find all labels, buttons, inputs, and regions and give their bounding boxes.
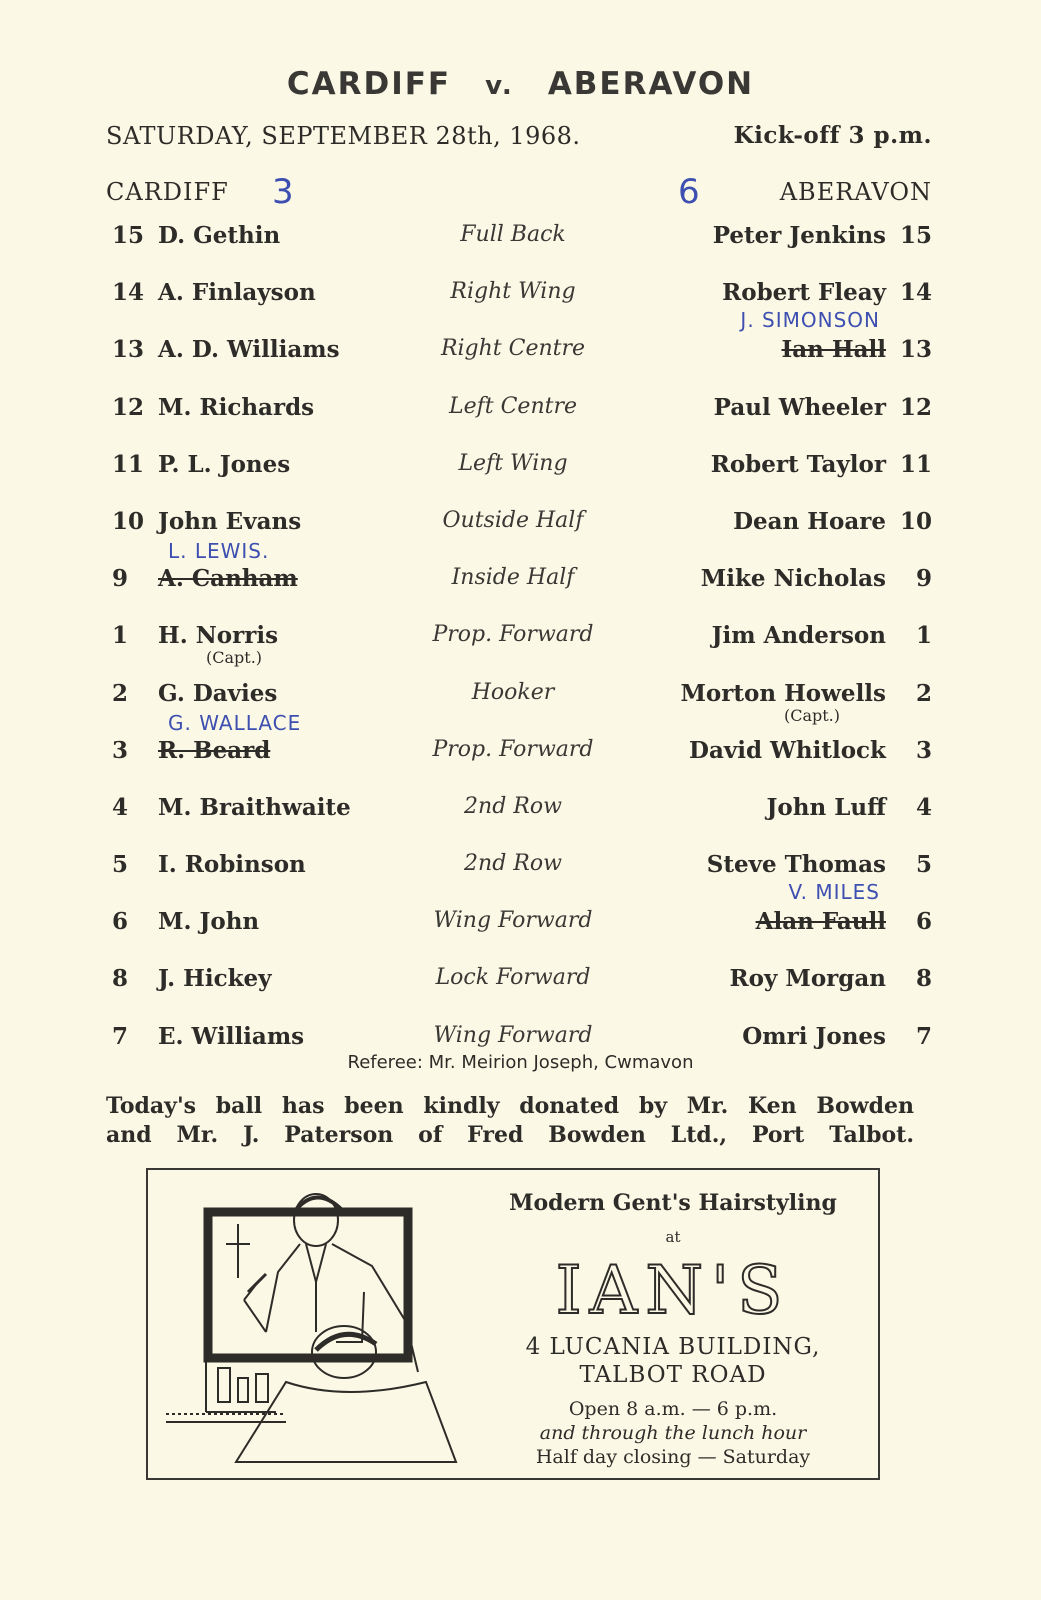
away-player-number: 4: [915, 793, 932, 821]
lineup-row: [106, 222, 932, 279]
home-player-name: A. Finlayson: [158, 279, 316, 307]
home-player-name: A. Canham: [158, 565, 298, 593]
advert-heading: Modern Gent's Hairstyling: [509, 1190, 837, 1216]
home-player-number: 13: [112, 336, 145, 364]
away-substitute-handwritten: J. SIMONSON: [740, 308, 880, 333]
home-player-number: 15: [112, 222, 145, 249]
away-captain-note: (Capt.): [783, 705, 840, 725]
advert-hours: Open 8 a.m. — 6 p.m.: [568, 1398, 778, 1420]
away-player-name: David Whitlock: [689, 736, 886, 764]
away-team-label: ABERAVON: [779, 178, 932, 206]
away-player-name: Ian Hall: [781, 336, 886, 364]
position-label: Outside Half: [442, 507, 584, 533]
home-player-name: R. Beard: [158, 736, 271, 764]
away-player-number: 14: [899, 279, 932, 307]
advert-address-1: 4 LUCANIA BUILDING,: [525, 1334, 821, 1360]
ball-note-line-2: and Mr. J. Paterson of Fred Bowden Ltd., Port Talbot.: [106, 1122, 914, 1148]
scissors: [248, 1274, 266, 1292]
away-player-number: 15: [899, 222, 932, 249]
lineup-row: [106, 308, 932, 393]
home-captain-note: (Capt.): [206, 648, 263, 668]
position-label: 2nd Row: [464, 851, 562, 877]
home-player-number: 1: [112, 622, 129, 650]
away-player-number: 5: [915, 851, 932, 879]
away-player-name: Robert Fleay: [722, 279, 886, 307]
home-player-name: J. Hickey: [158, 965, 272, 993]
dateline: [106, 122, 932, 150]
away-player-number: 8: [915, 965, 932, 993]
home-player-number: 10: [112, 507, 145, 535]
lineup-row: [106, 622, 932, 679]
away-player-name: Steve Thomas: [706, 851, 886, 879]
position-label: Right Wing: [450, 279, 576, 305]
home-player-name: M. John: [158, 908, 260, 936]
away-player-name: Paul Wheeler: [713, 393, 886, 421]
away-player-name: Omri Jones: [742, 1022, 886, 1050]
away-player-number: 13: [899, 336, 932, 364]
lineup-table: [106, 222, 932, 1080]
ball-note-line-1: Today's ball has been kindly donated by Mr. Ken Bowden: [106, 1093, 914, 1119]
away-player-name: Alan Faull: [755, 908, 886, 936]
kickoff-time: Kick-off 3 p.m.: [733, 122, 932, 149]
home-player-name: M. Braithwaite: [158, 793, 351, 821]
advert-address-2: TALBOT ROAD: [579, 1362, 767, 1388]
position-label: Inside Half: [451, 565, 575, 591]
lineup-row: [106, 965, 932, 1022]
away-team-title: ABERAVON: [547, 66, 755, 102]
home-player-number: 9: [112, 565, 129, 593]
home-player-name: H. Norris: [158, 622, 279, 650]
position-label: Full Back: [460, 222, 566, 247]
home-score-handwritten: 3: [272, 172, 295, 212]
home-team-label: CARDIFF: [106, 178, 229, 206]
position-label: Prop. Forward: [432, 736, 594, 762]
home-player-name: E. Williams: [158, 1022, 305, 1050]
position-label: Left Centre: [448, 393, 577, 419]
home-player-number: 5: [112, 851, 129, 879]
home-player-number: 8: [112, 965, 129, 993]
away-player-name: Mike Nicholas: [700, 565, 886, 593]
home-player-name: P. L. Jones: [158, 450, 291, 478]
teams-header: [106, 172, 932, 218]
away-player-number: 6: [915, 908, 932, 936]
home-player-name: I. Robinson: [158, 851, 306, 879]
away-score-handwritten: 6: [678, 172, 701, 212]
advert-closing: Half day closing — Saturday: [535, 1446, 811, 1468]
away-player-name: Robert Taylor: [710, 450, 886, 478]
position-label: Wing Forward: [433, 1022, 593, 1048]
advert-at: at: [665, 1228, 681, 1246]
away-player-number: 11: [899, 450, 932, 478]
barber-advert: [146, 1168, 880, 1480]
away-player-number: 9: [915, 565, 932, 593]
home-player-number: 6: [112, 908, 129, 936]
home-player-number: 4: [112, 793, 129, 821]
home-player-name: M. Richards: [158, 393, 315, 421]
lineup-row: [106, 794, 932, 851]
home-player-name: D. Gethin: [158, 222, 281, 249]
away-player-name: Peter Jenkins: [712, 222, 886, 249]
home-player-number: 12: [112, 393, 145, 421]
position-label: Wing Forward: [433, 908, 593, 934]
position-label: Lock Forward: [435, 965, 591, 991]
position-label: Right Centre: [440, 336, 586, 362]
match-title: [0, 66, 1041, 102]
away-player-number: 1: [915, 622, 932, 650]
barber-illustration-lines: [166, 1194, 456, 1462]
home-team-title: CARDIFF: [286, 66, 452, 102]
away-player-name: John Luff: [766, 793, 886, 821]
home-player-number: 3: [112, 736, 129, 764]
away-player-name: Jim Anderson: [711, 622, 886, 650]
lineup-row: [106, 451, 932, 508]
position-label: Left Wing: [458, 450, 568, 476]
away-player-name: Dean Hoare: [733, 507, 886, 535]
home-substitute-handwritten: G. WALLACE: [168, 710, 302, 735]
home-player-number: 2: [112, 679, 129, 707]
advert-brand: IAN'S: [555, 1252, 791, 1329]
home-substitute-handwritten: L. LEWIS.: [168, 539, 270, 564]
versus-label: v.: [485, 71, 514, 101]
referee-line: Referee: Mr. Meirion Joseph, Cwmavon: [347, 1052, 694, 1073]
away-player-number: 2: [915, 679, 932, 707]
away-player-name: Roy Morgan: [729, 965, 886, 993]
position-label: Prop. Forward: [432, 622, 594, 648]
away-substitute-handwritten: V. MILES: [788, 880, 880, 905]
home-player-number: 7: [112, 1022, 129, 1050]
home-player-name: John Evans: [158, 507, 302, 535]
home-player-number: 14: [112, 279, 145, 307]
position-label: 2nd Row: [464, 793, 562, 819]
home-player-number: 11: [112, 450, 145, 478]
lineup-row: [106, 394, 932, 451]
lineup-row: [106, 539, 932, 622]
ball-donation-note: [106, 1092, 914, 1150]
away-player-number: 7: [915, 1022, 932, 1050]
home-player-name: A. D. Williams: [158, 336, 340, 364]
away-player-name: Morton Howells: [680, 679, 886, 707]
match-date: SATURDAY, SEPTEMBER 28th, 1968.: [106, 122, 581, 150]
position-label: Hooker: [471, 679, 555, 705]
away-player-number: 3: [915, 736, 932, 764]
away-player-number: 10: [899, 507, 932, 535]
advert-lunch: and through the lunch hour: [539, 1422, 807, 1444]
barber-illustration: [166, 1182, 466, 1472]
away-player-number: 12: [899, 393, 932, 421]
home-player-name: G. Davies: [158, 679, 278, 707]
lineup-row: [106, 880, 932, 965]
